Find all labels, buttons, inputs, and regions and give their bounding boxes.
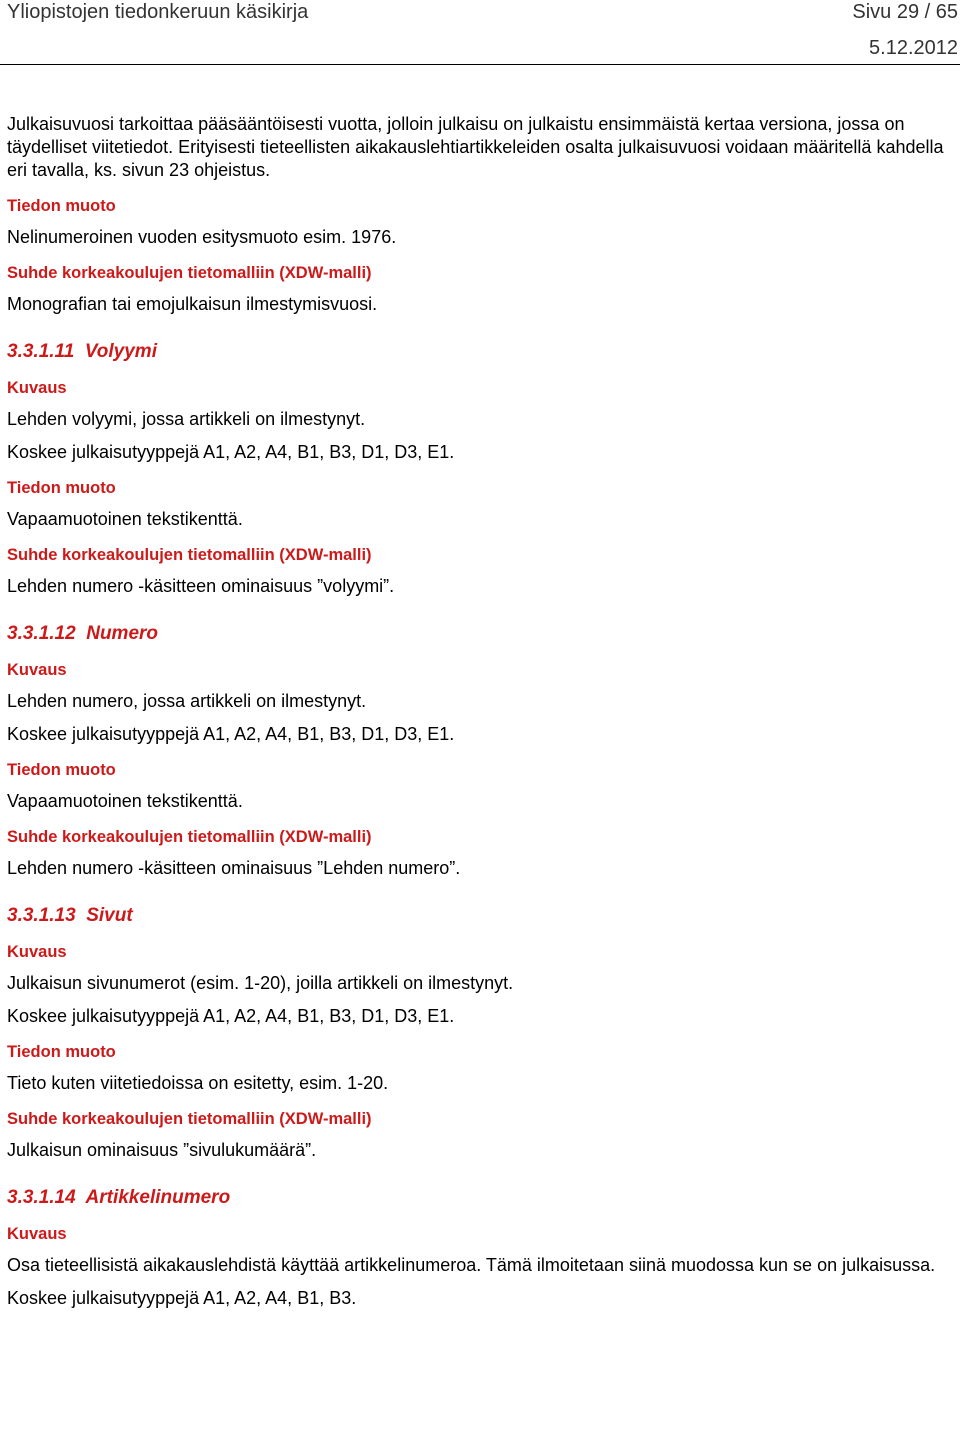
section-heading: 3.3.1.12 Numero [7, 623, 159, 644]
format-label: Tiedon muoto [7, 197, 116, 215]
header-divider [0, 64, 960, 65]
applies-to-text: Koskee julkaisutyyppejä A1, A2, A4, B1, B3. [7, 1288, 357, 1308]
xdw-text: Lehden numero -käsitteen ominaisuus ”Lehden numero”. [7, 858, 461, 878]
format-label: Tiedon muoto [7, 479, 116, 497]
page-header [0, 0, 960, 70]
section-heading: 3.3.1.11 Volyymi [7, 341, 157, 362]
format-label: Tiedon muoto [7, 1043, 116, 1061]
description-text: Julkaisun sivunumerot (esim. 1-20), joilla artikkeli on ilmestynyt. [7, 973, 514, 993]
description-text: Lehden volyymi, jossa artikkeli on ilmestynyt. [7, 409, 366, 429]
format-text: Vapaamuotoinen tekstikenttä. [7, 509, 243, 529]
section-heading: 3.3.1.14 Artikkelinumero [7, 1187, 231, 1208]
document-title: Yliopistojen tiedonkeruun käsikirja [7, 1, 309, 23]
format-text: Nelinumeroinen vuoden esitysmuoto esim. 1976. [7, 227, 397, 247]
format-text: Tieto kuten viitetiedoissa on esitetty, esim. 1-20. [7, 1073, 389, 1093]
intro-paragraph: Julkaisuvuosi tarkoittaa pääsääntöisesti vuotta, jolloin julkaisu on julkaistu ensimmäistä kertaa versiona, jossa on täydelliset viitetiedot. Erityisesti tieteellisten aikakauslehtiartikkeleiden osalta julkaisuvuosi voidaan määritellä kahdella eri tavalla, ks. sivun 23 ohjeistus. [7, 114, 944, 180]
xdw-label: Suhde korkeakoulujen tietomalliin (XDW-malli) [7, 264, 372, 282]
xdw-text: Julkaisun ominaisuus ”sivulukumäärä”. [7, 1140, 317, 1160]
applies-to-text: Koskee julkaisutyyppejä A1, A2, A4, B1, B3, D1, D3, E1. [7, 724, 455, 744]
description-label: Kuvaus [7, 943, 67, 961]
description-label: Kuvaus [7, 379, 67, 397]
page-number: Sivu 29 / 65 [852, 1, 958, 23]
description-label: Kuvaus [7, 1225, 67, 1243]
description-text: Osa tieteellisistä aikakauslehdistä käyttää artikkelinumeroa. Tämä ilmoitetaan siinä muodossa kun se on julkaisussa. [7, 1255, 936, 1275]
format-text: Vapaamuotoinen tekstikenttä. [7, 791, 243, 811]
xdw-label: Suhde korkeakoulujen tietomalliin (XDW-malli) [7, 828, 372, 846]
applies-to-text: Koskee julkaisutyyppejä A1, A2, A4, B1, B3, D1, D3, E1. [7, 442, 455, 462]
xdw-text: Lehden numero -käsitteen ominaisuus ”volyymi”. [7, 576, 395, 596]
description-text: Lehden numero, jossa artikkeli on ilmestynyt. [7, 691, 367, 711]
document-date: 5.12.2012 [869, 37, 958, 59]
xdw-text: Monografian tai emojulkaisun ilmestymisvuosi. [7, 294, 378, 314]
xdw-label: Suhde korkeakoulujen tietomalliin (XDW-malli) [7, 546, 372, 564]
format-label: Tiedon muoto [7, 761, 116, 779]
section-heading: 3.3.1.13 Sivut [7, 905, 133, 926]
description-label: Kuvaus [7, 661, 67, 679]
xdw-label: Suhde korkeakoulujen tietomalliin (XDW-malli) [7, 1110, 372, 1128]
document-body [7, 113, 952, 1310]
applies-to-text: Koskee julkaisutyyppejä A1, A2, A4, B1, B3, D1, D3, E1. [7, 1006, 455, 1026]
